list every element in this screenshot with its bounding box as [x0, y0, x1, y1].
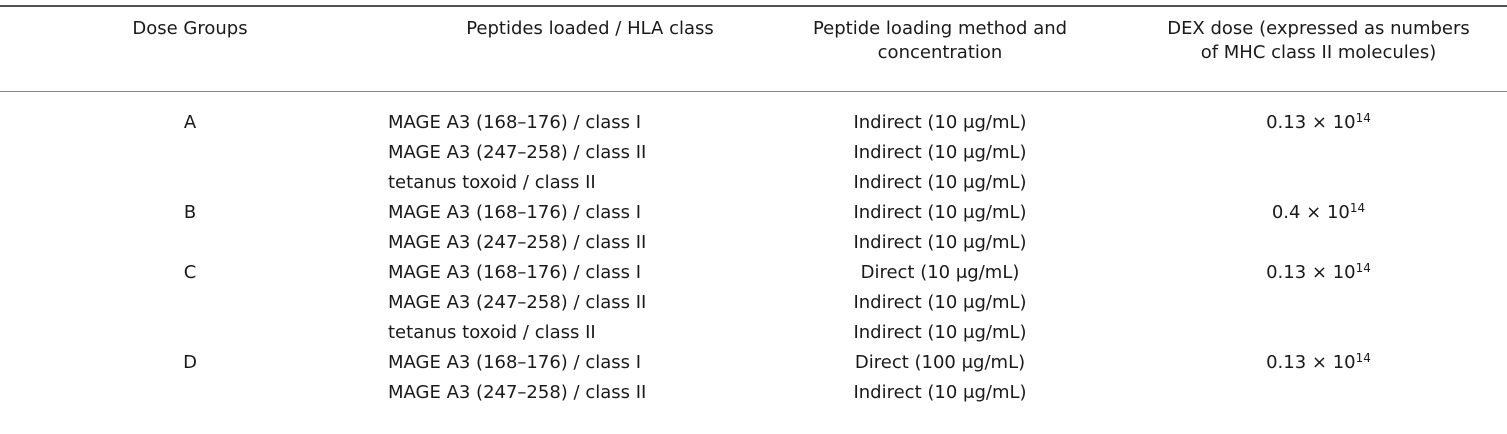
- dex-dose-base: 0.13 × 10: [1266, 262, 1356, 283]
- table-row: [0, 171, 1507, 201]
- table-row: [0, 321, 1507, 351]
- dose-group-cell: A: [183, 112, 197, 133]
- peptide-cell: MAGE A3 (168–176) / class I: [388, 112, 642, 133]
- loading-method-cell: Indirect (10 μg/mL): [853, 142, 1027, 163]
- peptide-cell: MAGE A3 (168–176) / class I: [388, 262, 642, 283]
- header-dex-dose-line2: of MHC class II molecules): [1200, 42, 1437, 63]
- peptide-cell: tetanus toxoid / class II: [388, 322, 596, 343]
- header-loading-method-line2: concentration: [877, 42, 1003, 63]
- loading-method-cell: Indirect (10 μg/mL): [853, 232, 1027, 253]
- dex-dose-cell: [1130, 351, 1507, 375]
- dex-dose-exponent: 14: [1355, 261, 1371, 275]
- peptide-cell: MAGE A3 (247–258) / class II: [388, 142, 647, 163]
- table-body: [0, 111, 1507, 411]
- dex-dose-cell: [1130, 261, 1507, 285]
- loading-method-cell: Indirect (10 μg/mL): [853, 112, 1027, 133]
- loading-method-cell: Indirect (10 μg/mL): [853, 172, 1027, 193]
- peptide-cell: MAGE A3 (168–176) / class I: [388, 202, 642, 223]
- dex-dose-exponent: 14: [1355, 351, 1371, 365]
- header-dose-groups: [0, 17, 380, 41]
- loading-method-cell: Indirect (10 μg/mL): [853, 322, 1027, 343]
- header-dex-dose: [1130, 17, 1507, 65]
- loading-method-cell: Indirect (10 μg/mL): [853, 202, 1027, 223]
- header-separator-rule: [0, 91, 1507, 92]
- dex-dose-base: 0.4 × 10: [1271, 202, 1350, 223]
- dose-group-cell: D: [183, 352, 197, 373]
- header-dex-dose-line1: DEX dose (expressed as numbers: [1167, 18, 1470, 39]
- dex-dose-cell: [1130, 201, 1507, 225]
- dex-dose-exponent: 14: [1355, 111, 1371, 125]
- header-loading-method: [760, 17, 1120, 65]
- dose-group-cell: B: [183, 202, 197, 223]
- header-peptides: [380, 17, 800, 41]
- peptide-cell: tetanus toxoid / class II: [388, 172, 596, 193]
- header-loading-method-line1: Peptide loading method and: [812, 18, 1068, 39]
- peptide-cell: MAGE A3 (168–176) / class I: [388, 352, 642, 373]
- peptide-cell: MAGE A3 (247–258) / class II: [388, 232, 647, 253]
- dose-group-cell: C: [183, 262, 197, 283]
- table-row: [0, 201, 1507, 231]
- dex-dose-exponent: 14: [1349, 201, 1366, 215]
- peptide-cell: MAGE A3 (247–258) / class II: [388, 382, 647, 403]
- dex-dose-base: 0.13 × 10: [1266, 112, 1356, 133]
- dex-dose-base: 0.13 × 10: [1266, 352, 1356, 373]
- header-peptides-label: Peptides loaded / HLA class: [466, 18, 714, 39]
- table-row: [0, 291, 1507, 321]
- loading-method-cell: Indirect (10 μg/mL): [853, 382, 1027, 403]
- header-dose-groups-label: Dose Groups: [132, 18, 248, 39]
- loading-method-cell: Direct (10 μg/mL): [860, 262, 1020, 283]
- peptide-cell: MAGE A3 (247–258) / class II: [388, 292, 647, 313]
- table-row: [0, 261, 1507, 291]
- loading-method-cell: Indirect (10 μg/mL): [853, 292, 1027, 313]
- table-row: [0, 351, 1507, 381]
- table-row: [0, 111, 1507, 141]
- table-row: [0, 141, 1507, 171]
- table-top-rule: [0, 5, 1507, 7]
- table-row: [0, 231, 1507, 261]
- loading-method-cell: Direct (100 μg/mL): [854, 352, 1026, 373]
- table-row: [0, 381, 1507, 411]
- dex-dose-cell: [1130, 111, 1507, 135]
